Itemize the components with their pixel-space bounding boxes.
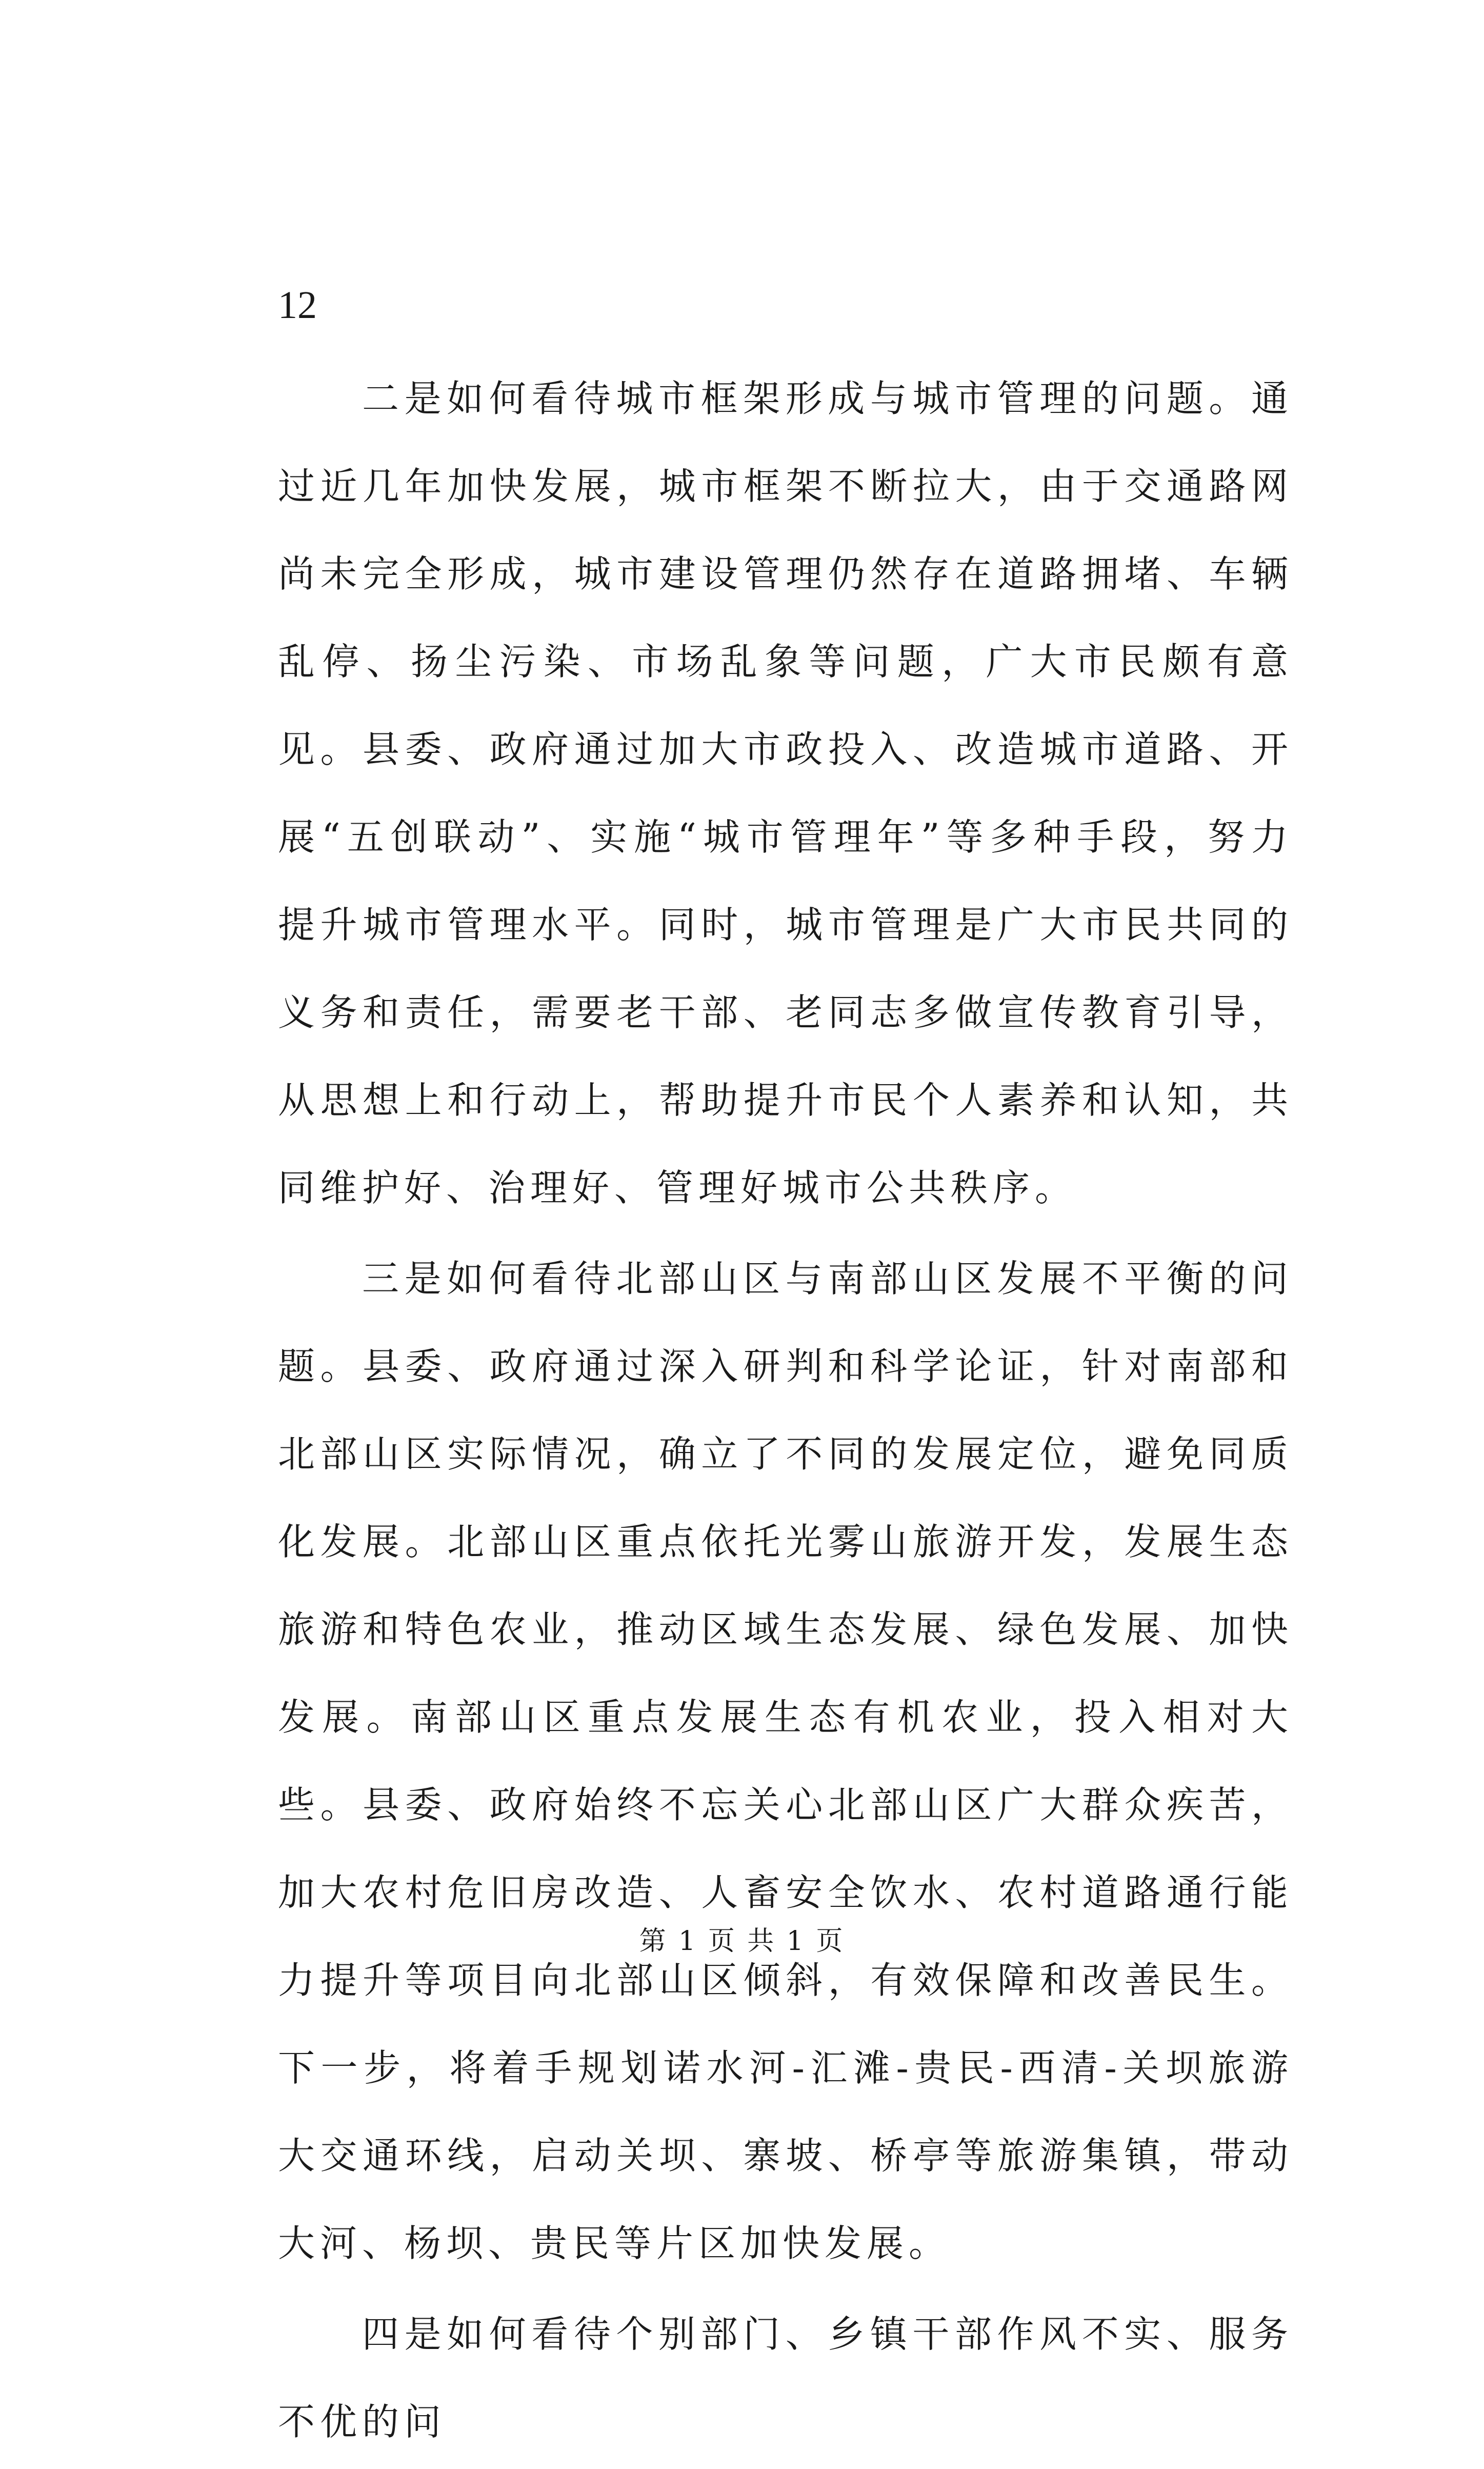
page-number-top: 12 [278, 284, 317, 327]
document-body [278, 355, 1293, 2469]
page-footer: 第 1 页 共 1 页 [639, 1926, 845, 1957]
paragraph-2: 二是如何看待城市框架形成与城市管理的问题。通过近几年加快发展，城市框架不断拉大，由于交通路网尚未完全形成，城市建设管理仍然存在道路拥堵、车辆乱停、扬尘污染、市场乱象等问题，广大市民颇有意见。县委、政府通过加大市政投入、改造城市道路、开展“五创联动”、实施“城市管理年”等多种手段，努力提升城市管理水平。同时，城市管理是广大市民共同的义务和责任，需要老干部、老同志多做宣传教育引导，从思想上和行动上，帮助提升市民个人素养和认知，共同维护好、治理好、管理好城市公共秩序。 [278, 377, 1293, 1209]
paragraph-4: 四是如何看待个别部门、乡镇干部作风不实、服务不优的问 [278, 2313, 1293, 2443]
paragraph-3: 三是如何看待北部山区与南部山区发展不平衡的问题。县委、政府通过深入研判和科学论证，针对南部和北部山区实际情况，确立了不同的发展定位，避免同质化发展。北部山区重点依托光雾山旅游开发，发展生态旅游和特色农业，推动区域生态发展、绿色发展、加快发展。南部山区重点发展生态有机农业，投入相对大些。县委、政府始终不忘关心北部山区广大群众疾苦，加大农村危旧房改造、人畜安全饮水、农村道路通行能力提升等项目向北部山区倾斜，有效保障和改善民生。下一步，将着手规划诺水河-汇滩-贵民-西清-关坝旅游大交通环线，启动关坝、寨坡、桥亭等旅游集镇，带动大河、杨坝、贵民等片区加快发展。 [278, 1257, 1293, 2265]
